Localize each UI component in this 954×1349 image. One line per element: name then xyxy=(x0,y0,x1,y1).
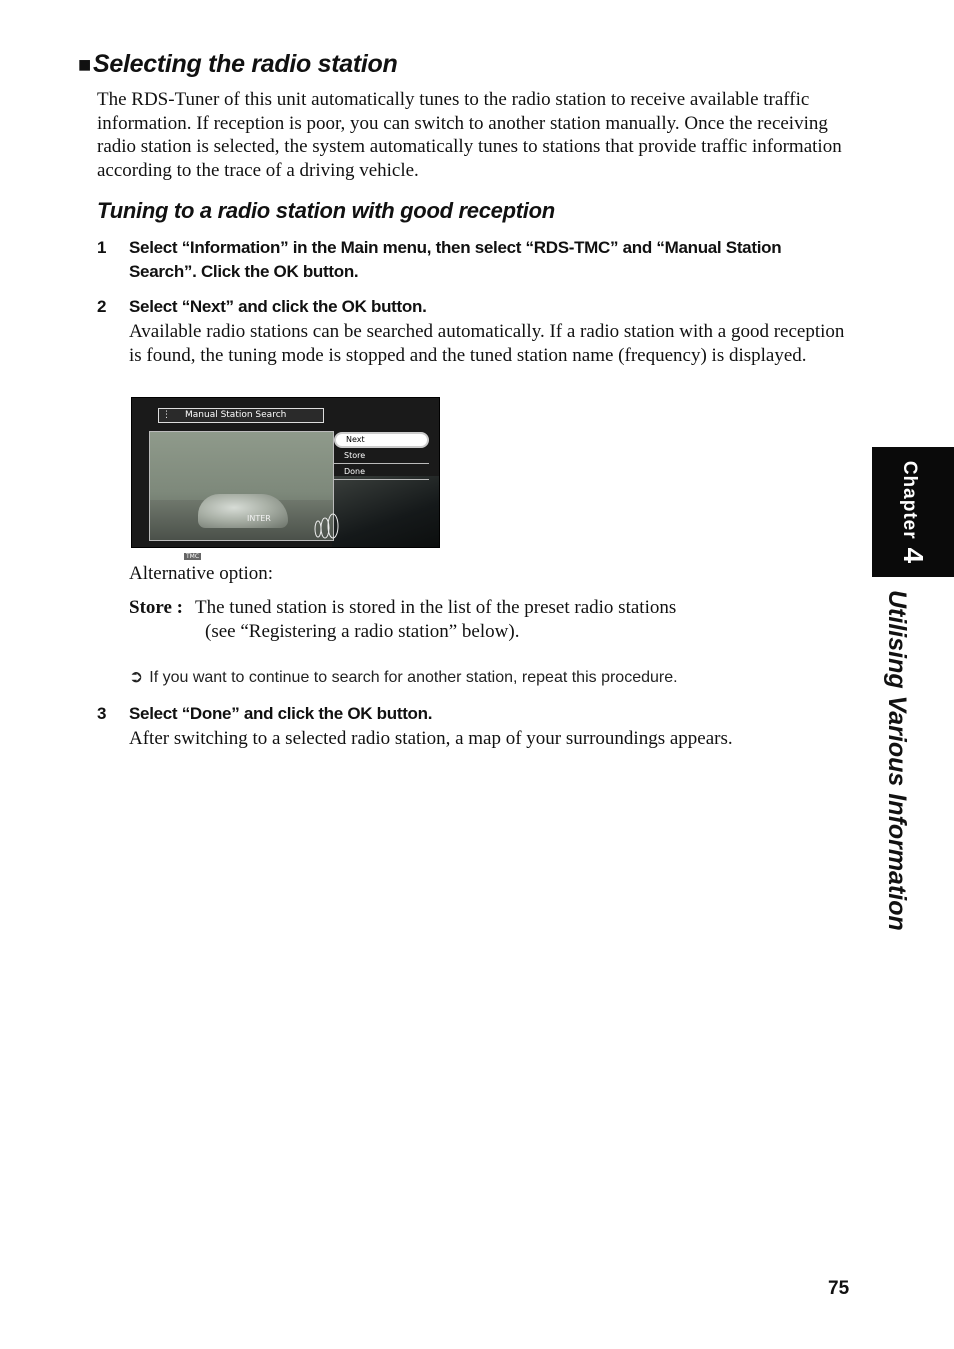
scene-tag: TMC xyxy=(186,553,200,560)
screen-scene xyxy=(149,431,334,560)
chapter-number: 4 xyxy=(898,547,929,564)
chapter-title-vertical xyxy=(883,590,917,960)
section-title xyxy=(78,50,397,79)
step-2-number: 2 xyxy=(97,297,107,316)
step-3-detail: After switching to a selected radio station, a map of your surroundings appears. xyxy=(129,728,733,749)
screen-title: Manual Station Search xyxy=(185,410,287,420)
store-definition xyxy=(129,596,676,644)
step-2-text: Select “Next” and click the OK button. xyxy=(129,297,427,316)
scene-label: INTER xyxy=(247,514,271,523)
chapter-tab xyxy=(872,447,954,577)
store-term: Store : xyxy=(129,597,183,618)
chapter-title: Utilising Various Information xyxy=(883,590,911,931)
section-title-text: Selecting the radio station xyxy=(93,50,398,78)
menu-item-next[interactable]: Next xyxy=(334,432,429,448)
menu-item-done[interactable]: Done xyxy=(334,465,429,480)
section-marker: ■ xyxy=(78,52,91,77)
note xyxy=(129,667,678,687)
screen-info-icon: ⋮ xyxy=(162,410,171,420)
navigation-screenshot xyxy=(131,397,440,560)
radio-wave-icon xyxy=(310,513,350,543)
store-line-2: (see “Registering a radio station” below). xyxy=(205,621,520,642)
car-image xyxy=(198,494,288,528)
chapter-label: Chapter xyxy=(899,460,920,540)
alternative-label: Alternative option: xyxy=(129,563,274,584)
page-number: 75 xyxy=(828,1278,850,1299)
step-3-text: Select “Done” and click the OK button. xyxy=(129,704,433,723)
chapter-tab-label xyxy=(897,461,929,563)
screen-title-bar xyxy=(158,408,324,423)
step-1-line-2: Search”. Click the OK button. xyxy=(129,262,359,281)
store-line-1: The tuned station is stored in the list of the preset radio stations xyxy=(195,597,677,618)
step-1-number: 1 xyxy=(97,238,107,257)
note-text: If you want to continue to search for another station, repeat this procedure. xyxy=(149,669,678,686)
subheading: Tuning to a radio station with good reception xyxy=(97,198,555,223)
step-1-line-1: Select “Information” in the Main menu, then select “RDS-TMC” and “Manual Station xyxy=(129,238,782,257)
intro-paragraph: The RDS-Tuner of this unit automatically tunes to the radio station to receive available traffic information. If reception is poor, you can switch to another station manually. Once the receiving radio station is selected, the system automatically tunes to stations that provide traffic information according to the trace of a driving vehicle. xyxy=(97,89,842,182)
screen-menu xyxy=(334,432,429,481)
step-1-text xyxy=(129,236,869,284)
step-2-detail: Available radio stations can be searched automatically. If a radio station with a good reception is found, the tuning mode is stopped and the tuned station name (frequency) is displayed. xyxy=(129,321,845,366)
step-3-number: 3 xyxy=(97,704,107,723)
note-arrow-icon: ➲ xyxy=(129,667,144,686)
menu-item-store[interactable]: Store xyxy=(334,449,429,464)
